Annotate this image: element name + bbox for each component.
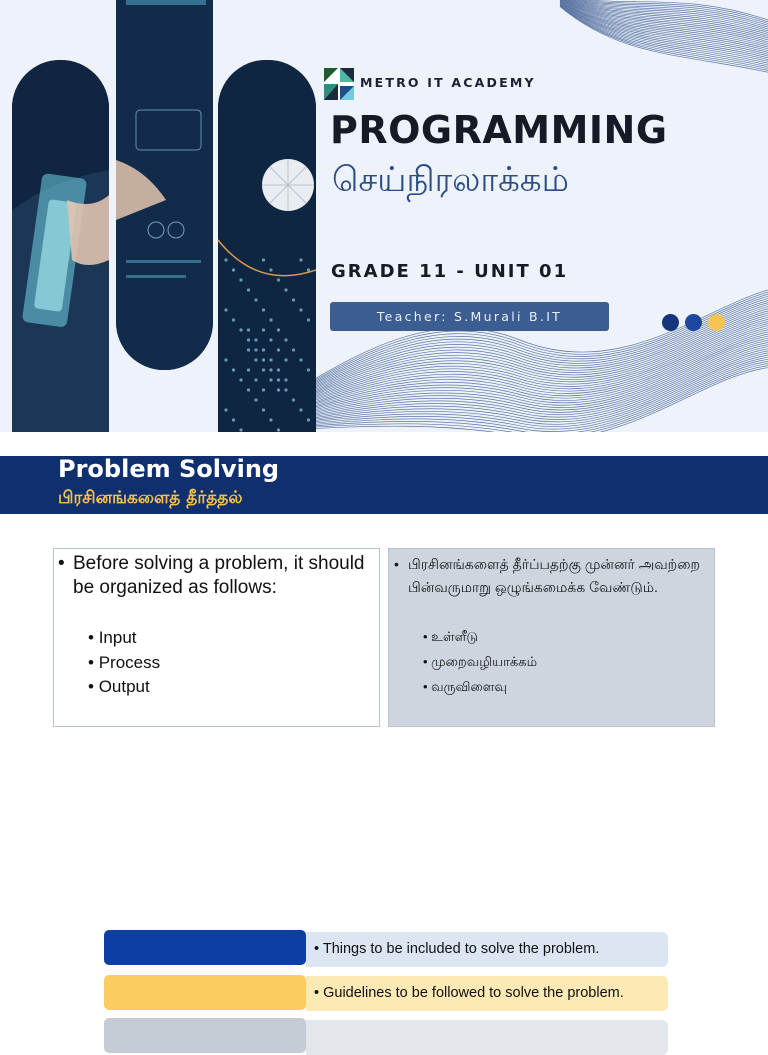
tamil-item-input: • உள்ளீடு: [423, 629, 479, 644]
dot-3: [708, 314, 725, 331]
english-item-process: • Process: [88, 653, 161, 672]
header-bar: [0, 456, 768, 514]
legend-row-included: • Things to be included to solve the problem.: [306, 932, 668, 967]
english-content-box: [53, 548, 380, 727]
slide-title: Problem Solving: [58, 455, 280, 483]
tamil-item-process: • முறைவழியாக்கம்: [423, 654, 538, 669]
dot-1: [662, 314, 679, 331]
english-item-output: • Output: [88, 677, 150, 696]
tamil-main-text: பிரசினங்களைத் தீர்ப்பதற்கு முன்னர் அவற்றை பின்வருமாறு ஒழுங்கமைக்க வேண்டும்.: [408, 556, 700, 595]
legend-swatch-yellow: [104, 975, 306, 1010]
photo-pill-1: [12, 60, 109, 432]
english-main-point: • Before solving a problem, it should be organized as follows:: [58, 552, 368, 600]
english-item-input: • Input: [88, 628, 137, 647]
title-tamil: செய்நிரலாக்கம்: [332, 160, 570, 200]
tamil-main-point: • பிரசினங்களைத் தீர்ப்பதற்கு முன்னர் அவற்றை பின்வருமாறு ஒழுங்கமைக்க வேண்டும்.: [394, 553, 709, 599]
decorative-dots: [662, 314, 725, 331]
title-english: PROGRAMMING: [330, 108, 668, 152]
tamil-content-box: [388, 548, 715, 727]
photo-pill-3: [218, 60, 316, 432]
slide-subtitle-tamil: பிரசினங்களைத் தீர்த்தல்: [58, 488, 243, 508]
legend-swatch-blue: [104, 930, 306, 965]
legend-row-third: [306, 1020, 668, 1055]
tamil-item-output: • வருவிளைவு: [423, 679, 507, 694]
legend-row-guidelines: • Guidelines to be followed to solve the problem.: [306, 976, 668, 1011]
photo-pill-2: [116, 0, 213, 370]
academy-logo-icon: [324, 68, 354, 100]
problem-solving-slide: [0, 432, 768, 1024]
academy-name: METRO IT ACADEMY: [360, 75, 536, 90]
dot-2: [685, 314, 702, 331]
grade-unit-label: GRADE 11 - UNIT 01: [331, 261, 569, 282]
title-slide: [0, 0, 768, 432]
teacher-badge: Teacher: S.Murali B.IT: [330, 302, 609, 331]
english-main-text: Before solving a problem, it should be organized as follows:: [73, 553, 365, 598]
slide-gap: [0, 432, 768, 456]
legend-swatch-grey: [104, 1018, 306, 1053]
